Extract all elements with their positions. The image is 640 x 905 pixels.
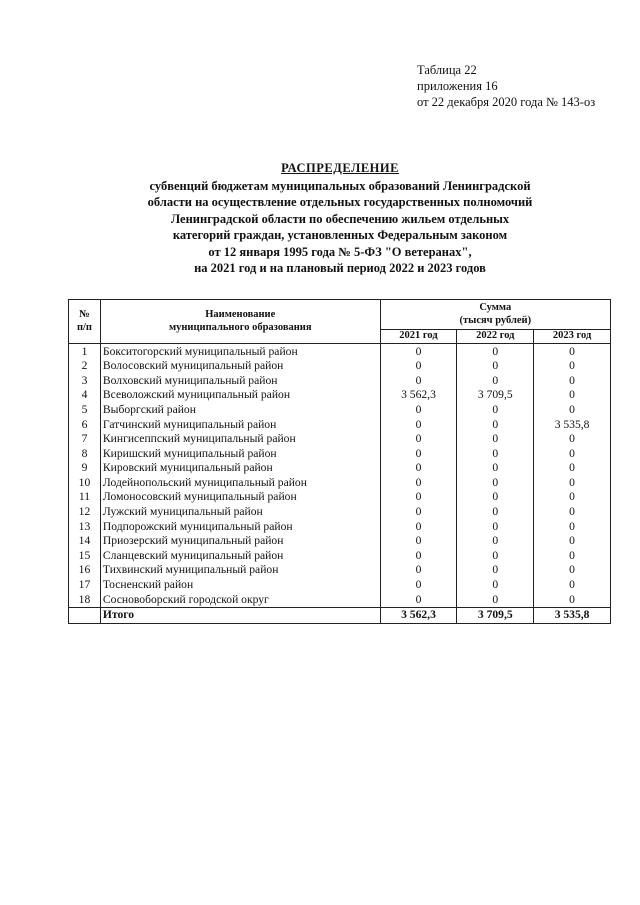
- row-number: 4: [69, 388, 101, 403]
- table-row: [69, 373, 611, 388]
- total-2022: 3 709,5: [457, 607, 534, 623]
- row-value-2023: 0: [534, 359, 611, 374]
- table-row: [69, 592, 611, 607]
- row-municipality-name: Гатчинский муниципальный район: [100, 417, 380, 432]
- title-line: субвенций бюджетам муниципальных образований Ленинградской: [149, 178, 531, 193]
- row-value-2022: 0: [457, 519, 534, 534]
- table-row: [69, 446, 611, 461]
- row-value-2021: 0: [380, 505, 457, 520]
- row-number: 1: [69, 344, 101, 359]
- row-municipality-name: Лужский муниципальный район: [100, 505, 380, 520]
- row-value-2023: 0: [534, 534, 611, 549]
- row-value-2022: 0: [457, 446, 534, 461]
- row-value-2021: 0: [380, 446, 457, 461]
- row-number: 3: [69, 373, 101, 388]
- document-reference: [417, 62, 595, 110]
- row-value-2022: 0: [457, 505, 534, 520]
- row-value-2022: 0: [457, 534, 534, 549]
- row-value-2023: 0: [534, 344, 611, 359]
- row-municipality-name: Всеволожский муниципальный район: [100, 388, 380, 403]
- header-year-2023: 2023 год: [534, 330, 611, 344]
- row-municipality-name: Подпорожский муниципальный район: [100, 519, 380, 534]
- row-value-2022: 0: [457, 373, 534, 388]
- row-value-2023: 0: [534, 475, 611, 490]
- row-number: 7: [69, 432, 101, 447]
- row-value-2021: 0: [380, 417, 457, 432]
- header-municipality: Наименование муниципального образования: [100, 300, 380, 344]
- table-row: [69, 578, 611, 593]
- distribution-table: [68, 299, 611, 624]
- table-row: [69, 505, 611, 520]
- row-municipality-name: Приозерский муниципальный район: [100, 534, 380, 549]
- row-number: 18: [69, 592, 101, 607]
- row-municipality-name: Тихвинский муниципальный район: [100, 563, 380, 578]
- row-municipality-name: Кингисеппский муниципальный район: [100, 432, 380, 447]
- row-number: 16: [69, 563, 101, 578]
- table-row: [69, 402, 611, 417]
- title-line: на 2021 год и на плановый период 2022 и 2023 годов: [194, 261, 486, 275]
- row-value-2022: 0: [457, 461, 534, 476]
- row-municipality-name: Выборгский район: [100, 402, 380, 417]
- table-body: [69, 344, 611, 608]
- row-municipality-name: Тосненский район: [100, 578, 380, 593]
- row-value-2022: 0: [457, 548, 534, 563]
- row-municipality-name: Волосовский муниципальный район: [100, 359, 380, 374]
- row-number: 12: [69, 505, 101, 520]
- table-row: [69, 344, 611, 359]
- row-value-2021: 0: [380, 461, 457, 476]
- title-heading: РАСПРЕДЕЛЕНИЕ: [281, 161, 399, 175]
- row-value-2023: 3 535,8: [534, 417, 611, 432]
- document-title: [70, 160, 610, 277]
- table-row: [69, 388, 611, 403]
- row-number: 9: [69, 461, 101, 476]
- table-row: [69, 417, 611, 432]
- title-line: Ленинградской области по обеспечению жильем отдельных: [170, 211, 510, 226]
- table-row: [69, 432, 611, 447]
- title-line: категорий граждан, установленных Федеральным законом: [172, 228, 508, 242]
- row-value-2023: 0: [534, 505, 611, 520]
- total-2023: 3 535,8: [534, 607, 611, 623]
- row-municipality-name: Ломоносовский муниципальный район: [100, 490, 380, 505]
- total-row: [69, 607, 611, 623]
- row-value-2022: 0: [457, 432, 534, 447]
- row-value-2021: 0: [380, 344, 457, 359]
- row-number: 10: [69, 475, 101, 490]
- table-row: [69, 563, 611, 578]
- row-value-2023: 0: [534, 563, 611, 578]
- table-row: [69, 475, 611, 490]
- row-municipality-name: Волховский муниципальный район: [100, 373, 380, 388]
- header-year-2021: 2021 год: [380, 330, 457, 344]
- row-value-2022: 0: [457, 475, 534, 490]
- row-municipality-name: Сосновоборский городской округ: [100, 592, 380, 607]
- row-number: 14: [69, 534, 101, 549]
- row-number: 2: [69, 359, 101, 374]
- row-value-2021: 0: [380, 490, 457, 505]
- row-value-2023: 0: [534, 373, 611, 388]
- row-value-2021: 0: [380, 432, 457, 447]
- row-municipality-name: Кировский муниципальный район: [100, 461, 380, 476]
- row-value-2023: 0: [534, 388, 611, 403]
- row-value-2022: 3 709,5: [457, 388, 534, 403]
- row-number: 5: [69, 402, 101, 417]
- row-value-2021: 0: [380, 402, 457, 417]
- row-value-2022: 0: [457, 402, 534, 417]
- row-value-2023: 0: [534, 578, 611, 593]
- row-municipality-name: Бокситогорский муниципальный район: [100, 344, 380, 359]
- row-value-2022: 0: [457, 563, 534, 578]
- row-value-2023: 0: [534, 402, 611, 417]
- row-number: 17: [69, 578, 101, 593]
- row-number: 15: [69, 548, 101, 563]
- table-row: [69, 461, 611, 476]
- row-value-2021: 0: [380, 578, 457, 593]
- row-value-2022: 0: [457, 578, 534, 593]
- row-municipality-name: Сланцевский муниципальный район: [100, 548, 380, 563]
- row-number: 8: [69, 446, 101, 461]
- title-line: области на осуществление отдельных государственных полномочий: [147, 195, 533, 209]
- reference-appendix: приложения 16: [417, 79, 498, 93]
- total-2021: 3 562,3: [380, 607, 457, 623]
- row-value-2023: 0: [534, 548, 611, 563]
- row-value-2021: 0: [380, 373, 457, 388]
- row-value-2021: 3 562,3: [380, 388, 457, 403]
- row-value-2021: 0: [380, 534, 457, 549]
- row-number: 13: [69, 519, 101, 534]
- table-row: [69, 519, 611, 534]
- table-row: [69, 534, 611, 549]
- table-row: [69, 490, 611, 505]
- header-number: № п/п: [69, 300, 101, 344]
- row-number: 11: [69, 490, 101, 505]
- row-value-2022: 0: [457, 344, 534, 359]
- row-value-2021: 0: [380, 475, 457, 490]
- row-number: 6: [69, 417, 101, 432]
- row-value-2021: 0: [380, 359, 457, 374]
- row-value-2022: 0: [457, 490, 534, 505]
- row-value-2021: 0: [380, 548, 457, 563]
- row-value-2023: 0: [534, 432, 611, 447]
- row-value-2021: 0: [380, 519, 457, 534]
- row-value-2023: 0: [534, 461, 611, 476]
- row-municipality-name: Киришский муниципальный район: [100, 446, 380, 461]
- total-label: Итого: [100, 607, 380, 623]
- total-number-cell: [69, 607, 101, 623]
- row-value-2023: 0: [534, 519, 611, 534]
- row-value-2023: 0: [534, 446, 611, 461]
- table-row: [69, 359, 611, 374]
- title-line: от 12 января 1995 года № 5-ФЗ "О ветеранах",: [208, 244, 472, 259]
- reference-law-date: от 22 декабря 2020 года № 143-оз: [417, 95, 596, 109]
- row-value-2021: 0: [380, 592, 457, 607]
- table-row: [69, 548, 611, 563]
- header-year-2022: 2022 год: [457, 330, 534, 344]
- row-value-2021: 0: [380, 563, 457, 578]
- row-value-2022: 0: [457, 592, 534, 607]
- row-municipality-name: Лодейнопольский муниципальный район: [100, 475, 380, 490]
- header-sum: Сумма (тысяч рублей): [380, 300, 610, 330]
- row-value-2023: 0: [534, 592, 611, 607]
- reference-table-number: Таблица 22: [417, 63, 477, 77]
- row-value-2023: 0: [534, 490, 611, 505]
- row-value-2022: 0: [457, 359, 534, 374]
- row-value-2022: 0: [457, 417, 534, 432]
